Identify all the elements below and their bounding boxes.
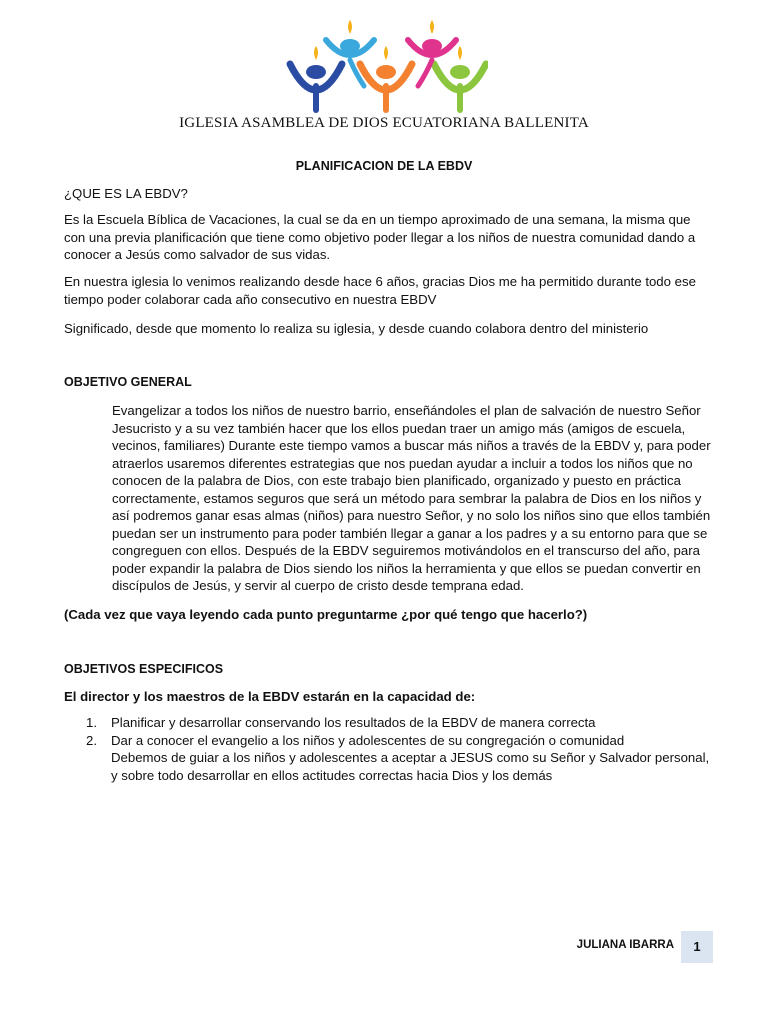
list-item: [64, 714, 714, 732]
significado-paragraph: Significado, desde que momento lo realiza su iglesia, y desde cuando colabora dentro del ministerio: [64, 321, 649, 336]
page-number: 1: [681, 931, 713, 963]
question-heading: ¿QUE ES LA EBDV?: [64, 186, 188, 201]
objetivos-especificos-heading: OBJETIVOS ESPECIFICOS: [64, 662, 224, 676]
church-name: IGLESIA ASAMBLEA DE DIOS ECUATORIANA BALLENITA: [179, 115, 589, 131]
document-title: PLANIFICACION DE LA EBDV: [295, 159, 473, 173]
list-number: 1.: [86, 715, 97, 730]
objetivo-general-heading: OBJETIVO GENERAL: [64, 375, 192, 389]
list-item-text: Dar a conocer el evangelio a los niños y adolescentes de su congregación o comunidad: [111, 732, 625, 748]
director-line: El director y los maestros de la EBDV estarán en la capacidad de:: [64, 689, 476, 704]
list-item: [64, 732, 714, 785]
objectives-list: [64, 714, 714, 784]
footer-author: JULIANA IBARRA: [576, 939, 674, 951]
church-logo: [282, 20, 488, 115]
iglesia-paragraph: En nuestra iglesia lo venimos realizando desde hace 6 años, gracias Dios me ha permitido durante todo ese tiempo poder colaborar cada año consecutivo en nuestra EBDV: [64, 274, 696, 307]
note-paragraph: (Cada vez que vaya leyendo cada punto preguntarme ¿por qué tengo que hacerlo?): [64, 607, 588, 622]
intro-paragraph: Es la Escuela Bíblica de Vacaciones, la cual se da en un tiempo aproximado de una semana, la misma que con una previa planificación que tiene como objetivo poder llegar a los niños de nuestra comunidad dando a conocer a Jesús como salvador de sus vidas.: [64, 212, 696, 263]
list-item-extra: Debemos de guiar a los niños y adolescentes a aceptar a JESUS como su Señor y Salvador personal, y sobre todo desarrollar en ellos actitudes correctas hacia Dios y los demás: [111, 750, 710, 783]
list-number: 2.: [86, 732, 97, 748]
list-item-text: Planificar y desarrollar conservando los resultados de la EBDV de manera correcta: [111, 715, 596, 730]
objetivo-general-paragraph: Evangelizar a todos los niños de nuestro barrio, enseñándoles el plan de salvación de nuestro Señor Jesucristo y a su vez también hacer que los ellos puedan traer un amigo más (amigos de escuela, vecinos, familiares) Durante este tiempo vamos a buscar más niños a través de la EBDV y, para poder atraerlos usaremos diferentes estrategias que nos puedan ayudar a incluir a todos los niños que no conocen de la palabra de Dios, con este trabajo bien planificado, organizado y puesto en práctica correctamente, estamos seguros que será un método para sembrar la palabra de Dios en los niños y así podremos ganar esas almas (niños) para nuestro Señor, y no solo los niños sino que ellos también puedan ser un instrumento para poder también llegar a ganar a los padres y a su entorno para que se congreguen con ellos. Después de la EBDV seguiremos motivándolos en el transcurso del año, para poder expandir la palabra de Dios siendo los niños la herramienta y que ellos se puedan convertir en discípulos de Jesús, y servir al cuerpo de cristo desde temprana edad.: [112, 403, 711, 593]
